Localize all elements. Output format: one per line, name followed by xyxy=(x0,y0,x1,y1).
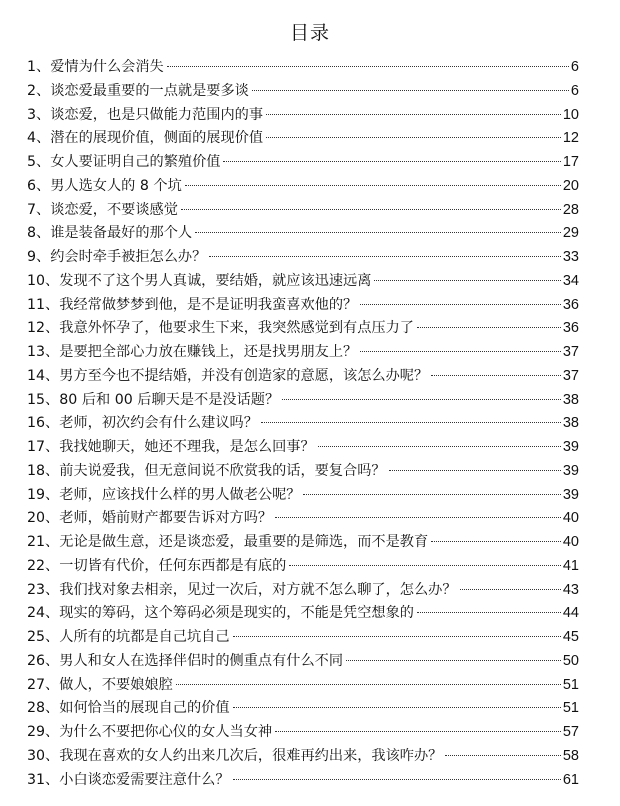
toc-entry-page-number: 29 xyxy=(562,225,579,242)
toc-entry-title: 老师，婚前财产都要告诉对方吗？ xyxy=(59,510,273,527)
toc-entry[interactable] xyxy=(27,555,579,579)
toc-dot-leader xyxy=(233,779,561,780)
toc-entry-page-number: 10 xyxy=(562,106,579,123)
toc-dot-leader xyxy=(223,161,560,162)
toc-entry[interactable] xyxy=(27,175,579,199)
toc-dot-leader xyxy=(374,280,560,281)
toc-entry-page-number: 61 xyxy=(562,771,579,788)
toc-dot-leader xyxy=(209,256,561,257)
toc-dot-leader xyxy=(289,565,561,566)
toc-entry[interactable] xyxy=(27,769,579,793)
toc-entry-number: 3、 xyxy=(27,106,51,123)
toc-entry-page-number: 37 xyxy=(562,367,579,384)
toc-entry[interactable] xyxy=(27,246,579,270)
toc-entry[interactable] xyxy=(27,127,579,151)
toc-entry-page-number: 51 xyxy=(562,676,579,693)
toc-entry-number: 30、 xyxy=(27,747,60,764)
toc-entry-number: 10、 xyxy=(27,272,60,289)
toc-entry-page-number: 38 xyxy=(562,391,579,408)
toc-entry-page-number: 36 xyxy=(562,320,579,337)
toc-entry[interactable] xyxy=(27,674,579,698)
toc-entry-number: 14、 xyxy=(27,367,60,384)
toc-entry-page-number: 28 xyxy=(562,201,579,218)
toc-dot-leader xyxy=(275,517,561,518)
toc-entry-number: 1、 xyxy=(27,59,51,75)
toc-dot-leader xyxy=(431,541,561,542)
toc-entry-number: 6、 xyxy=(27,177,51,194)
toc-list xyxy=(27,56,579,792)
toc-entry-title: 女人要证明自己的繁殖价值 xyxy=(50,154,221,170)
toc-dot-leader xyxy=(195,232,561,233)
toc-entry-page-number: 37 xyxy=(562,344,579,360)
toc-entry-page-number: 40 xyxy=(562,510,579,527)
toc-dot-leader xyxy=(431,375,561,376)
toc-entry[interactable] xyxy=(27,484,579,508)
toc-entry-title: 如何恰当的展现自己的价值 xyxy=(59,700,230,717)
toc-entry-page-number: 50 xyxy=(562,652,579,669)
toc-entry-number: 24、 xyxy=(27,605,60,622)
toc-entry-title: 谈恋爱，也是只做能力范围内的事 xyxy=(50,106,264,123)
toc-entry-number: 26、 xyxy=(27,652,60,669)
toc-entry[interactable] xyxy=(27,389,579,413)
toc-entry-title: 是要把全部心力放在赚钱上，还是找男朋友上？ xyxy=(59,344,358,360)
toc-entry-number: 2、 xyxy=(27,82,51,99)
toc-entry-title: 人所有的坑都是自己坑自己 xyxy=(59,629,230,645)
toc-entry-title: 谈恋爱最重要的一点就是要多谈 xyxy=(50,82,249,99)
toc-entry-number: 22、 xyxy=(27,557,60,574)
toc-entry-title: 为什么不要把你心仪的女人当女神 xyxy=(59,724,273,740)
toc-entry[interactable] xyxy=(27,412,579,436)
toc-entry[interactable] xyxy=(27,602,579,626)
toc-entry[interactable] xyxy=(27,151,579,175)
toc-entry-title: 男人选女人的 8 个坑 xyxy=(50,177,182,194)
toc-entry-number: 9、 xyxy=(27,249,51,265)
toc-entry-page-number: 6 xyxy=(570,59,579,75)
toc-entry-title: 我经常做梦梦到他，是不是证明我蛮喜欢他的？ xyxy=(59,296,358,313)
toc-entry-number: 20、 xyxy=(27,510,60,527)
toc-entry-number: 19、 xyxy=(27,486,60,503)
toc-entry-number: 7、 xyxy=(27,201,51,218)
toc-dot-leader xyxy=(346,660,561,661)
toc-entry[interactable] xyxy=(27,721,579,745)
toc-entry-page-number: 45 xyxy=(562,629,579,645)
toc-entry-number: 27、 xyxy=(27,676,60,693)
toc-entry-title: 爱情为什么会消失 xyxy=(50,59,164,75)
toc-entry-title: 老师，初次约会有什么建议吗？ xyxy=(59,415,258,432)
toc-entry-number: 31、 xyxy=(27,771,60,788)
toc-dot-leader xyxy=(282,399,561,400)
toc-dot-leader xyxy=(360,304,561,305)
toc-entry-title: 前夫说爱我，但无意间说不欣赏我的话，要复合吗？ xyxy=(59,462,386,479)
toc-entry[interactable] xyxy=(27,531,579,555)
toc-dot-leader xyxy=(185,185,561,186)
toc-entry-title: 我找她聊天，她还不理我，是怎么回事？ xyxy=(59,439,315,455)
toc-entry-page-number: 43 xyxy=(562,581,579,598)
toc-entry-page-number: 34 xyxy=(562,272,579,289)
toc-entry-page-number: 17 xyxy=(562,154,579,170)
toc-dot-leader xyxy=(261,422,561,423)
toc-entry-page-number: 20 xyxy=(562,177,579,194)
toc-dot-leader xyxy=(360,351,561,352)
toc-entry-number: 13、 xyxy=(27,344,60,360)
toc-entry-title: 男方至今也不提结婚，并没有创造家的意愿，该怎么办呢？ xyxy=(59,367,429,384)
toc-dot-leader xyxy=(275,731,561,732)
toc-entry-number: 29、 xyxy=(27,724,60,740)
toc-entry[interactable] xyxy=(27,294,579,318)
toc-entry-title: 80 后和 00 后聊天是不是没话题？ xyxy=(59,391,280,408)
toc-entry-number: 11、 xyxy=(27,296,60,313)
toc-dot-leader xyxy=(266,114,561,115)
toc-entry-page-number: 39 xyxy=(562,486,579,503)
toc-entry[interactable] xyxy=(27,317,579,341)
toc-entry-title: 谁是装备最好的那个人 xyxy=(50,225,193,242)
toc-entry-title: 潜在的展现价值，侧面的展现价值 xyxy=(50,130,264,147)
toc-entry-title: 老师，应该找什么样的男人做老公呢？ xyxy=(59,486,301,503)
toc-entry-number: 21、 xyxy=(27,534,60,550)
toc-dot-leader xyxy=(233,636,561,637)
toc-entry[interactable] xyxy=(27,436,579,460)
toc-dot-leader xyxy=(181,209,561,210)
toc-entry-page-number: 40 xyxy=(562,534,579,550)
toc-entry[interactable] xyxy=(27,80,579,104)
toc-dot-leader xyxy=(266,137,561,138)
toc-entry[interactable] xyxy=(27,365,579,389)
toc-entry-title: 现实的筹码，这个筹码必须是现实的，不能是凭空想象的 xyxy=(59,605,414,622)
toc-entry[interactable] xyxy=(27,697,579,721)
toc-entry-number: 5、 xyxy=(27,154,51,170)
toc-entry-title: 约会时牵手被拒怎么办？ xyxy=(50,249,207,265)
toc-dot-leader xyxy=(389,470,561,471)
toc-entry[interactable] xyxy=(27,626,579,650)
toc-dot-leader xyxy=(445,755,561,756)
toc-entry-page-number: 41 xyxy=(562,557,579,574)
toc-entry-title: 发现不了这个男人真诚，要结婚，就应该迅速远离 xyxy=(59,272,372,289)
toc-dot-leader xyxy=(252,90,569,91)
toc-entry[interactable] xyxy=(27,745,579,769)
toc-entry-number: 15、 xyxy=(27,391,60,408)
toc-entry-page-number: 36 xyxy=(562,296,579,313)
toc-entry-title: 一切皆有代价，任何东西都是有底的 xyxy=(59,557,287,574)
toc-entry-page-number: 12 xyxy=(562,130,579,147)
toc-entry-number: 4、 xyxy=(27,130,51,147)
toc-dot-leader xyxy=(417,612,561,613)
toc-dot-leader xyxy=(233,707,561,708)
toc-entry-page-number: 57 xyxy=(562,724,579,740)
toc-dot-leader xyxy=(318,446,561,447)
toc-entry-number: 8、 xyxy=(27,225,51,242)
toc-entry-title: 无论是做生意，还是谈恋爱，最重要的是筛选，而不是教育 xyxy=(59,534,429,550)
toc-entry-page-number: 38 xyxy=(562,415,579,432)
toc-entry-title: 男人和女人在选择伴侣时的侧重点有什么不同 xyxy=(59,652,344,669)
toc-entry[interactable] xyxy=(27,104,579,128)
toc-entry-title: 我们找对象去相亲，见过一次后，对方就不怎么聊了，怎么办？ xyxy=(59,581,457,598)
toc-entry-title: 谈恋爱，不要谈感觉 xyxy=(50,201,178,218)
toc-entry-page-number: 58 xyxy=(562,747,579,764)
toc-entry-number: 18、 xyxy=(27,462,60,479)
toc-entry-title: 我意外怀孕了，他要求生下来，我突然感觉到有点压力了 xyxy=(59,320,414,337)
toc-entry-title: 做人，不要娘娘腔 xyxy=(59,676,173,693)
toc-entry-page-number: 44 xyxy=(562,605,579,622)
toc-entry-page-number: 6 xyxy=(570,82,579,99)
page-title: 目录 xyxy=(289,22,330,44)
toc-entry[interactable] xyxy=(27,222,579,246)
toc-dot-leader xyxy=(176,684,561,685)
toc-entry-number: 25、 xyxy=(27,629,60,645)
toc-dot-leader xyxy=(167,66,569,67)
toc-entry-number: 23、 xyxy=(27,581,60,598)
toc-dot-leader xyxy=(417,327,561,328)
toc-entry-number: 12、 xyxy=(27,320,60,337)
toc-entry[interactable] xyxy=(27,199,579,223)
toc-entry[interactable] xyxy=(27,460,579,484)
toc-entry-title: 我现在喜欢的女人约出来几次后，很难再约出来，我该咋办？ xyxy=(59,747,443,764)
toc-entry-page-number: 33 xyxy=(562,249,579,265)
toc-entry-title: 小白谈恋爱需要注意什么？ xyxy=(59,771,230,788)
toc-entry-number: 28、 xyxy=(27,700,60,717)
toc-entry[interactable] xyxy=(27,650,579,674)
toc-entry-number: 17、 xyxy=(27,439,60,455)
toc-entry-number: 16、 xyxy=(27,415,60,432)
toc-entry-page-number: 51 xyxy=(562,700,579,717)
toc-entry-page-number: 39 xyxy=(562,439,579,455)
toc-entry[interactable] xyxy=(27,341,579,365)
toc-entry[interactable] xyxy=(27,507,579,531)
toc-dot-leader xyxy=(460,589,561,590)
toc-entry[interactable] xyxy=(27,270,579,294)
toc-entry[interactable] xyxy=(27,579,579,603)
toc-entry[interactable] xyxy=(27,56,579,80)
toc-entry-page-number: 39 xyxy=(562,462,579,479)
toc-dot-leader xyxy=(303,494,560,495)
